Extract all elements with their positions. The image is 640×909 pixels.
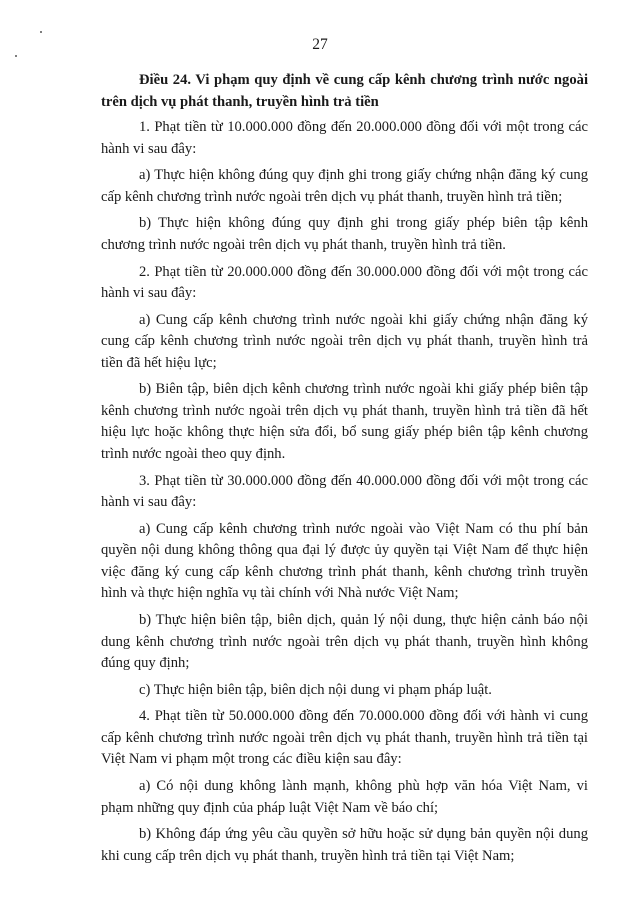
paragraph: 2. Phạt tiền từ 20.000.000 đồng đến 30.000.000 đồng đối với một trong các hành vi sau đây: (101, 263, 588, 302)
paragraph: b) Thực hiện không đúng quy định ghi trong giấy phép biên tập kênh chương trình nước ngoài trên dịch vụ phát thanh, truyền hình trả tiền. (101, 215, 588, 253)
article-body (101, 70, 588, 872)
page-number: 27 (312, 36, 328, 53)
paragraph: b) Không đáp ứng yêu cầu quyền sở hữu hoặc sử dụng bản quyền nội dung khi cung cấp trên dịch vụ phát thanh, truyền hình trả tiền tại Việt Nam; (101, 826, 588, 864)
scan-speck (15, 55, 17, 57)
paragraph: 3. Phạt tiền từ 30.000.000 đồng đến 40.000.000 đồng đối với một trong các hành vi sau đây: (101, 472, 588, 511)
paragraph: a) Cung cấp kênh chương trình nước ngoài vào Việt Nam có thu phí bản quyền nội dung không thông qua đại lý được ủy quyền tại Việt Nam để thực hiện việc đăng ký cung cấp kênh chương trình phát thanh, kênh chương trình truyền hình và thực hiện nghĩa vụ tài chính với Nhà nước Việt Nam; (101, 520, 588, 602)
scan-speck (40, 31, 42, 33)
paragraph: a) Có nội dung không lành mạnh, không phù hợp văn hóa Việt Nam, vi phạm những quy định của pháp luật Việt Nam về báo chí; (101, 778, 588, 816)
paragraph: a) Cung cấp kênh chương trình nước ngoài khi giấy chứng nhận đăng ký cung cấp kênh chương trình nước ngoài trên dịch vụ phát thanh, truyền hình trả tiền đã hết hiệu lực; (101, 311, 588, 371)
paragraph: b) Biên tập, biên dịch kênh chương trình nước ngoài khi giấy phép biên tập kênh chương trình nước ngoài trên dịch vụ phát thanh, truyền hình trả tiền đã hết hiệu lực hoặc không thực hiện sửa đổi, bổ sung giấy phép biên tập kênh chương trình nước ngoài theo quy định. (101, 381, 588, 462)
paragraph: 4. Phạt tiền từ 50.000.000 đồng đến 70.000.000 đồng đối với hành vi cung cấp kênh chương trình nước ngoài trên dịch vụ phát thanh, truyền hình trả tiền tại Việt Nam vi phạm một trong các điều kiện sau đây: (101, 708, 588, 768)
article-heading: Điều 24. Vi phạm quy định về cung cấp kênh chương trình nước ngoài trên dịch vụ phát thanh, truyền hình trả tiền (101, 72, 588, 110)
paragraph: 1. Phạt tiền từ 10.000.000 đồng đến 20.000.000 đồng đối với một trong các hành vi sau đây: (101, 119, 588, 157)
paragraph: a) Thực hiện không đúng quy định ghi trong giấy chứng nhận đăng ký cung cấp kênh chương trình nước ngoài trên dịch vụ phát thanh, truyền hình trả tiền; (101, 167, 588, 205)
paragraph: c) Thực hiện biên tập, biên dịch nội dung vi phạm pháp luật. (139, 681, 492, 698)
paragraph: b) Thực hiện biên tập, biên dịch, quản lý nội dung, thực hiện cảnh báo nội dung kênh chương trình nước ngoài trên dịch vụ phát thanh, truyền hình không đúng quy định; (101, 612, 588, 671)
